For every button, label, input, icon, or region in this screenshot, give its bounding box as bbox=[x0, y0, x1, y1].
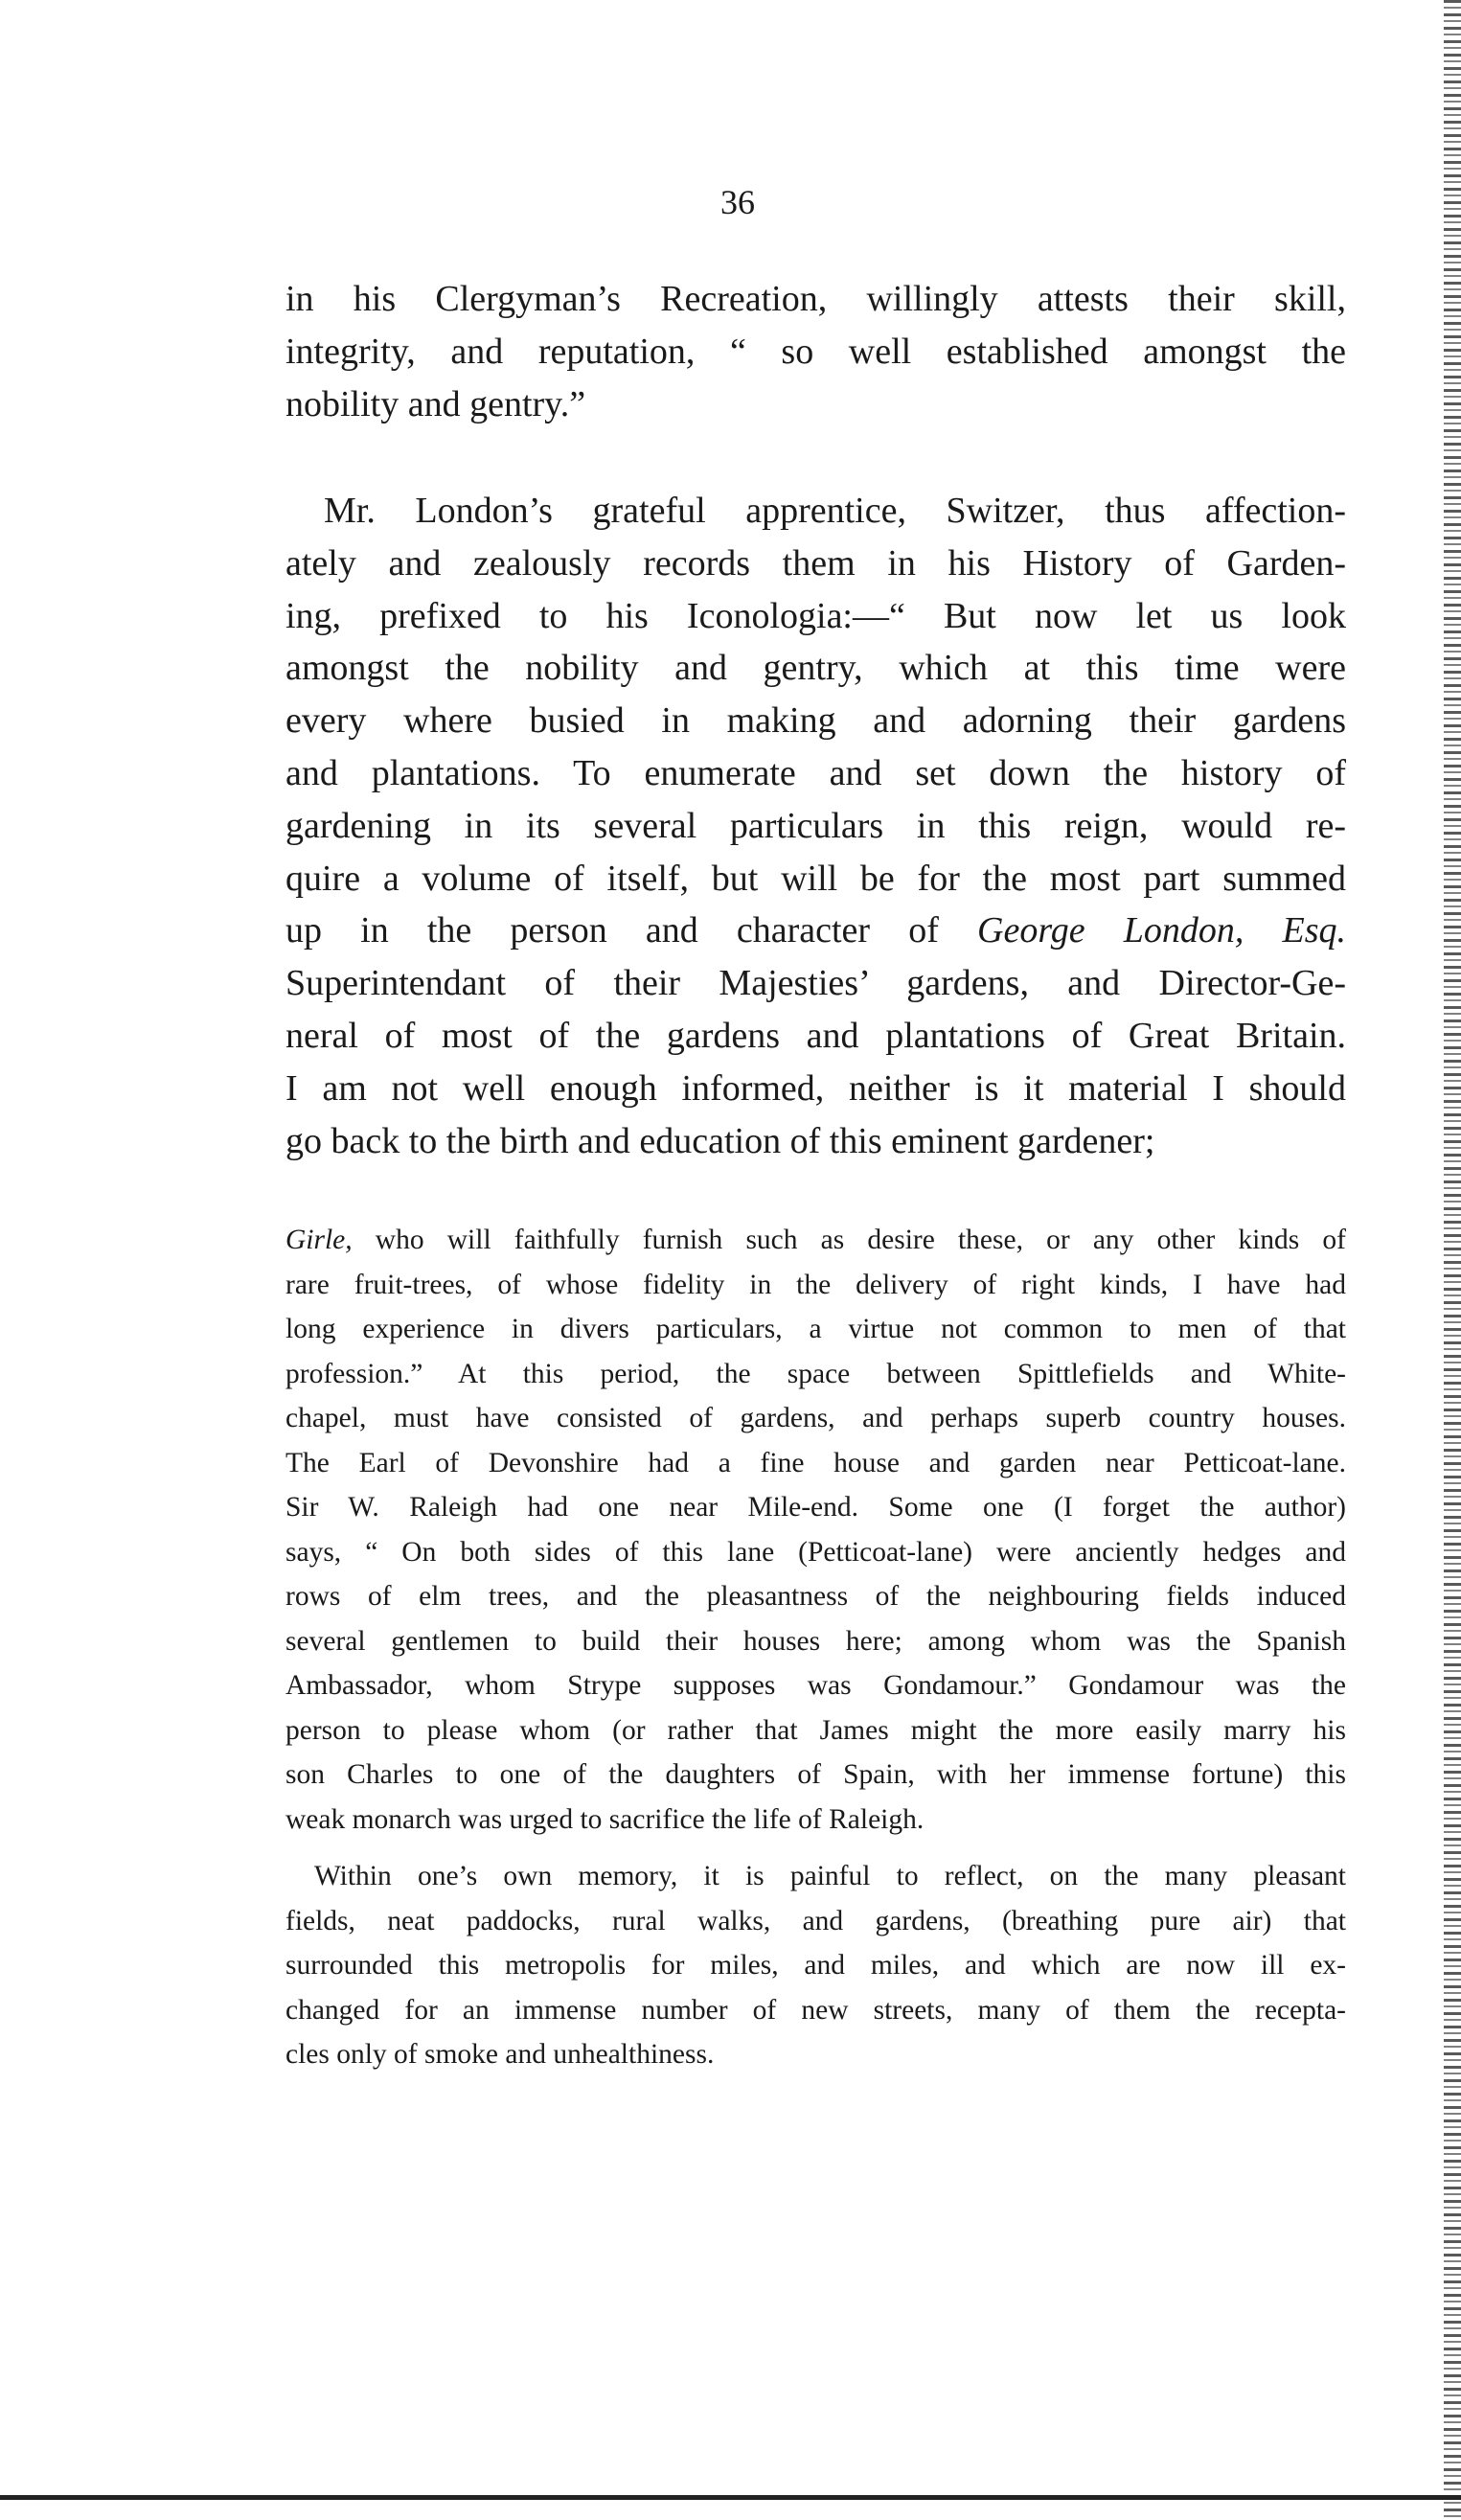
text-line bbox=[285, 1708, 1346, 1753]
text-line bbox=[285, 1396, 1346, 1441]
text-line bbox=[285, 1574, 1346, 1619]
text-line bbox=[285, 378, 1346, 431]
text-line bbox=[285, 957, 1346, 1010]
text-segment: in his Clergyman’s Recreation, willingly attests their skill, bbox=[285, 279, 1346, 319]
text-segment: long experience in divers particulars, a virtue not common to men of that bbox=[285, 1314, 1346, 1344]
text-line bbox=[285, 642, 1346, 695]
text-segment: rare fruit-trees, of whose fidelity in the delivery of right kinds, I have had bbox=[285, 1269, 1346, 1300]
text-line bbox=[285, 1218, 1346, 1263]
main-paragraph-2 bbox=[285, 485, 1346, 1167]
text-segment: The Earl of Devonshire had a fine house and garden near Petticoat-lane. bbox=[285, 1447, 1346, 1478]
text-segment: integrity, and reputation, “ so well established amongst the bbox=[285, 331, 1346, 372]
text-line bbox=[285, 853, 1346, 905]
text-segment: fields, neat paddocks, rural walks, and gardens, (breathing pure air) that bbox=[285, 1905, 1346, 1936]
text-segment: every where busied in making and adorning their gardens bbox=[285, 700, 1346, 742]
text-line bbox=[285, 1530, 1346, 1575]
italic-text: Girle, bbox=[285, 1225, 353, 1255]
text-segment: person to please whom (or rather that James might the more easily marry his bbox=[285, 1714, 1346, 1746]
text-line bbox=[285, 800, 1346, 853]
text-segment: several gentlemen to build their houses here; among whom was the Spanish bbox=[285, 1625, 1346, 1657]
text-segment: chapel, must have consisted of gardens, and perhaps superb country houses. bbox=[285, 1403, 1346, 1433]
text-line bbox=[285, 1943, 1346, 1988]
footnote-paragraph-1 bbox=[285, 1218, 1346, 1842]
text-line bbox=[285, 485, 1346, 538]
text-segment: Mr. London’s grateful apprentice, Switzer, thus affection- bbox=[324, 491, 1346, 531]
text-segment: Ambassador, whom Strype supposes was Gondamour.” Gondamour was the bbox=[285, 1670, 1346, 1701]
text-line bbox=[285, 1798, 1346, 1843]
text-segment: up in the person and character of bbox=[285, 910, 978, 951]
text-line bbox=[285, 1663, 1346, 1708]
text-line bbox=[285, 2032, 1346, 2077]
text-line bbox=[285, 1899, 1346, 1944]
page-edge-border bbox=[1444, 0, 1461, 2520]
text-line bbox=[285, 905, 1346, 957]
text-line bbox=[285, 1485, 1346, 1530]
text-segment: Sir W. Raleigh had one near Mile-end. Some one (I forget the author) bbox=[285, 1492, 1346, 1523]
text-segment: cles only of smoke and unhealthiness. bbox=[285, 2039, 715, 2070]
text-segment: profession.” At this period, the space between Spittlefields and White- bbox=[285, 1358, 1346, 1389]
text-segment: says, “ On both sides of this lane (Petticoat-lane) were anciently hedges and bbox=[285, 1536, 1346, 1568]
text-line bbox=[285, 1352, 1346, 1397]
page-number: 36 bbox=[720, 183, 755, 221]
text-segment: who will faithfully furnish such as desire these, or any other kinds of bbox=[352, 1225, 1346, 1255]
text-segment: amongst the nobility and gentry, which at this time were bbox=[285, 648, 1346, 689]
text-segment: Superintendant of their Majesties’ gardens, and Director-Ge- bbox=[285, 963, 1346, 1004]
text-segment: rows of elm trees, and the pleasantness of the neighbouring fields induced bbox=[285, 1581, 1346, 1612]
text-line bbox=[285, 1619, 1346, 1664]
text-line bbox=[285, 1441, 1346, 1486]
text-segment: gardening in its several particulars in this reign, would re- bbox=[285, 805, 1346, 846]
text-segment: Within one’s own memory, it is painful to reflect, on the many pleasant bbox=[314, 1861, 1346, 1891]
text-line bbox=[285, 590, 1346, 643]
text-segment: go back to the birth and education of this eminent gardener; bbox=[285, 1120, 1155, 1161]
text-line bbox=[285, 538, 1346, 590]
text-line bbox=[285, 273, 1346, 326]
text-line bbox=[285, 1263, 1346, 1308]
footnote-paragraph-2 bbox=[285, 1854, 1346, 2077]
text-segment: quire a volume of itself, but will be for the most part summed bbox=[285, 858, 1346, 899]
bottom-rule bbox=[0, 2495, 1461, 2500]
text-segment: changed for an immense number of new streets, many of them the recepta- bbox=[285, 1994, 1346, 2026]
text-segment: weak monarch was urged to sacrifice the life of Raleigh. bbox=[285, 1803, 925, 1835]
text-segment: ately and zealously records them in his History of Garden- bbox=[285, 542, 1346, 584]
text-line bbox=[285, 1753, 1346, 1798]
text-line bbox=[285, 695, 1346, 747]
text-line bbox=[285, 1988, 1346, 2033]
text-line bbox=[285, 1854, 1346, 1899]
text-line bbox=[285, 1307, 1346, 1352]
text-line bbox=[285, 1010, 1346, 1063]
text-segment: and plantations. To enumerate and set down the history of bbox=[285, 752, 1346, 793]
text-line bbox=[285, 326, 1346, 378]
text-line bbox=[285, 1115, 1346, 1168]
text-segment: surrounded this metropolis for miles, and miles, and which are now ill ex- bbox=[285, 1950, 1346, 1981]
italic-text: George London, Esq. bbox=[977, 910, 1346, 951]
text-segment: son Charles to one of the daughters of Spain, with her immense fortune) this bbox=[285, 1759, 1346, 1790]
text-segment: nobility and gentry.” bbox=[285, 383, 586, 424]
text-segment: ing, prefixed to his Iconologia:—“ But now let us look bbox=[285, 595, 1346, 636]
text-segment: neral of most of the gardens and plantations of Great Britain. bbox=[285, 1015, 1346, 1056]
text-line bbox=[285, 747, 1346, 800]
text-line bbox=[285, 1063, 1346, 1115]
main-paragraph-1 bbox=[285, 273, 1346, 430]
text-segment: I am not well enough informed, neither is it material I should bbox=[285, 1067, 1346, 1109]
